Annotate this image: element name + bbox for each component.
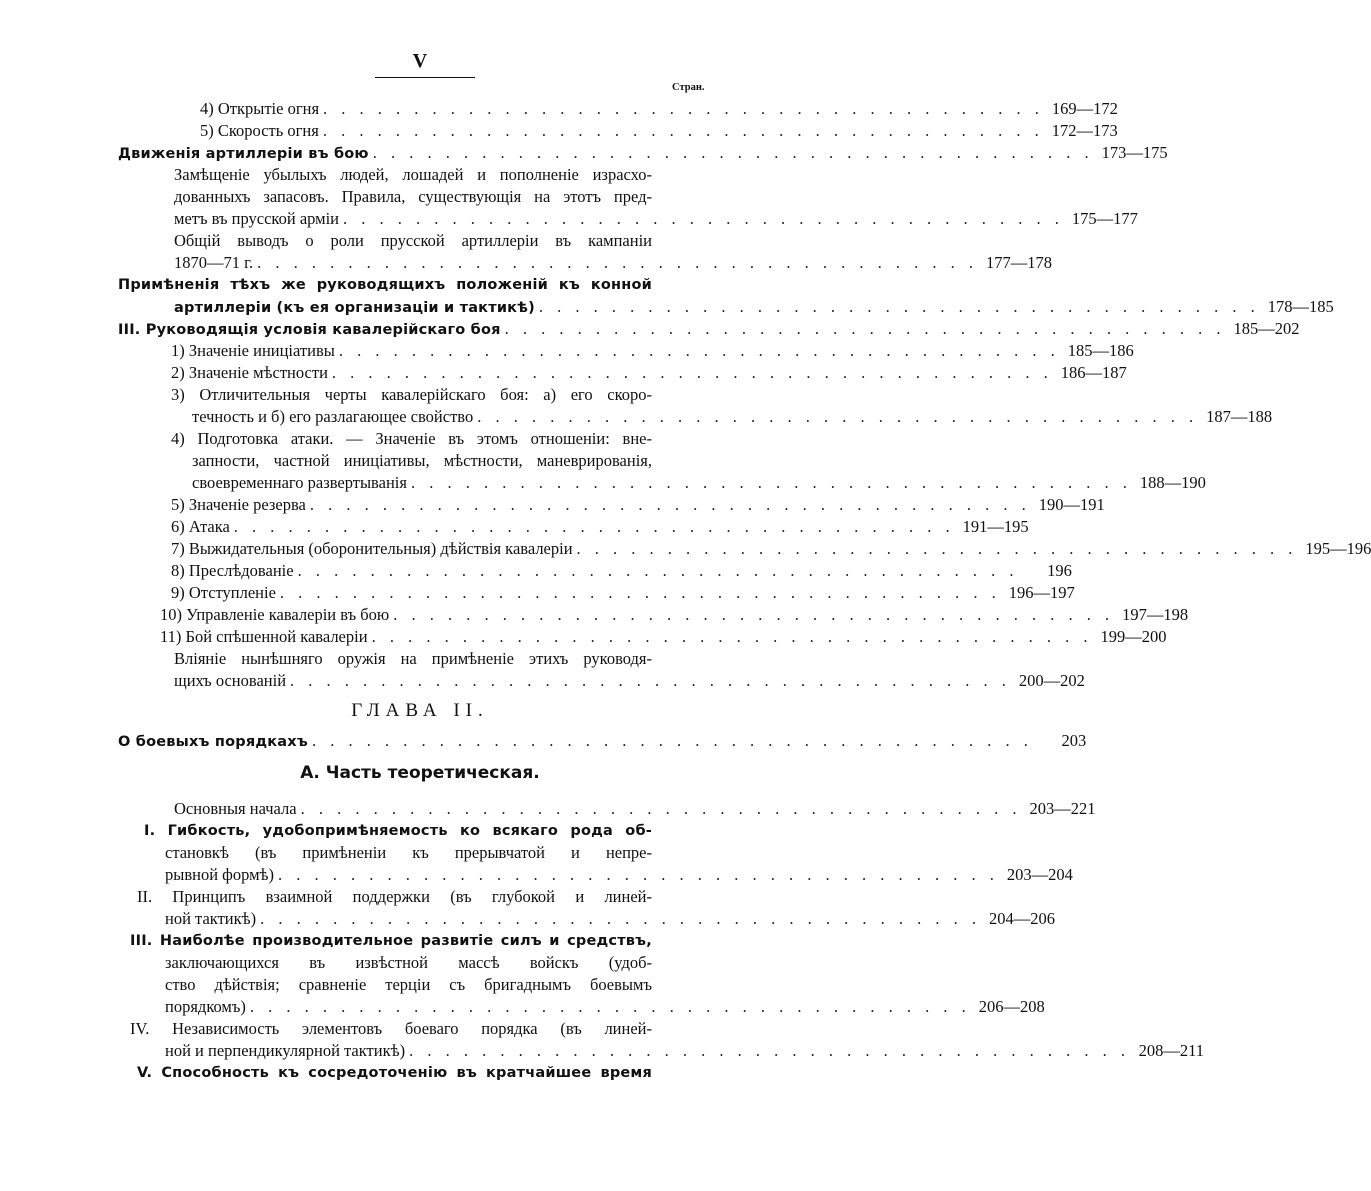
chapter-heading: ГЛАВА II.	[351, 700, 489, 721]
leader-dots: . . . . . . . . . . . . . . . . . . . . . . . . . . . . . . . . . . . . . . . .	[233, 517, 955, 536]
leader-dots: . . . . . . . . . . . . . . . . . . . . . . . . . . . . . . . . . . . . . . . .	[257, 253, 979, 272]
entry-pages: 187—188	[1206, 407, 1273, 426]
entry-line: 3) Отличительныя черты кавалерійскаго боя: а) его скоро-	[171, 385, 652, 404]
toc-entry	[165, 996, 1045, 1018]
entry-pages: 200—202	[1018, 671, 1085, 690]
entry-line: III. Наиболѣе производительное развитіе силъ и средствъ,	[130, 933, 652, 949]
leader-dots: . . . . . . . . . . . . . . . . . . . . . . . . . . . . . . . . . . . . . . . .	[290, 671, 1011, 690]
entry-title: 1870—71 г.	[174, 253, 254, 272]
entry-title: своевременнаго развертыванія	[192, 473, 407, 492]
toc-entry	[118, 318, 1300, 340]
entry-pages: 178—185	[1267, 297, 1334, 316]
leader-dots: . . . . . . . . . . . . . . . . . . . . . . . . . . . . . . . . . . . . . . . .	[576, 539, 1298, 558]
entry-pages: 203	[1061, 731, 1087, 750]
toc-entry	[165, 908, 1055, 930]
header-rule	[375, 77, 475, 78]
leader-dots: . . . . . . . . . . . . . . . . . . . . . . . . . . . . . . . . . . . . . . . .	[311, 731, 1033, 750]
entry-pages: 195—196	[1305, 539, 1371, 558]
toc-entry	[118, 142, 1168, 164]
entry-title: порядкомъ)	[165, 997, 246, 1016]
entry-title: 8) Преслѣдованіе	[171, 561, 294, 580]
entry-line: становкѣ (въ примѣненіи къ прерывчатой и непре-	[165, 843, 652, 862]
leader-dots: . . . . . . . . . . . . . . . . . . . . . . . . . . . . . . . . . . . . . . . .	[343, 209, 1064, 228]
entry-pages: 185—202	[1233, 319, 1300, 338]
entry-pages: 190—191	[1038, 495, 1105, 514]
entry-pages: 173—175	[1101, 143, 1168, 162]
entry-title: 6) Атака	[171, 517, 230, 536]
entry-title: Основныя начала	[174, 799, 297, 818]
toc-entry	[171, 340, 1134, 362]
entry-pages: 191—195	[962, 517, 1029, 536]
entry-line: I. Гибкость, удобопримѣняемость ко всякаго рода об-	[144, 823, 652, 839]
entry-title: 4) Открытіе огня	[200, 99, 320, 118]
entry-title: 10) Управленіе кавалеріи въ бою	[160, 605, 390, 624]
toc-entry	[171, 494, 1105, 516]
leader-dots: . . . . . . . . . . . . . . . . . . . . . . . . . . . . . . . . . . . . . . . .	[323, 99, 1044, 118]
leader-dots: . . . . . . . . . . . . . . . . . . . . . . . . . . . . . . . . . . . . . . . .	[331, 363, 1053, 382]
entry-line: ство дѣйствія; сравненіе терціи съ бригаднымъ боевымъ	[165, 975, 652, 994]
entry-title: 9) Отступленіе	[171, 583, 276, 602]
leader-dots: . . . . . . . . . . . . . . . . . . . . . . . . . . . . . . . . . . . . . . . .	[322, 121, 1044, 140]
leader-dots: . . . . . . . . . . . . . . . . . . . . . . . . . . . . . . . . . . . . . . . .	[504, 319, 1226, 338]
entry-pages: 186—187	[1060, 363, 1127, 382]
leader-dots: . . . . . . . . . . . . . . . . . . . . . . . . . . . . . . . . . . . . . . . .	[393, 605, 1115, 624]
toc-entry	[192, 472, 1206, 494]
entry-title: артиллеріи (къ ея организаціи и тактикѣ)	[174, 300, 535, 316]
entry-pages: 197—198	[1122, 605, 1189, 624]
toc-entry	[171, 560, 1072, 582]
entry-title: ной и перпендикулярной тактикѣ)	[165, 1041, 406, 1060]
entry-line: запности, частной иниціативы, мѣстности, маневрированія,	[192, 451, 652, 470]
entry-title: III. Руководящія условія кавалерійскаго боя	[118, 322, 501, 338]
leader-dots: . . . . . . . . . . . . . . . . . . . . . . . . . . . . . . . . . . . . . . . .	[409, 1041, 1130, 1060]
entry-pages: 177—178	[986, 253, 1053, 272]
toc-entry	[171, 538, 1371, 560]
entry-line: II. Принципъ взаимной поддержки (въ глубокой и линей-	[137, 887, 652, 906]
leader-dots: . . . . . . . . . . . . . . . . . . . . . . . . . . . . . . . . . . . . . . . .	[300, 799, 1022, 818]
entry-line: заключающихся въ извѣстной массѣ войскъ (удоб-	[165, 953, 652, 972]
entry-line: Вліяніе нынѣшняго оружія на примѣненіе этихъ руководя-	[174, 649, 652, 668]
entry-pages: 203—221	[1029, 799, 1096, 818]
leader-dots: . . . . . . . . . . . . . . . . . . . . . . . . . . . . . . . . . . . . . . . .	[278, 865, 999, 884]
entry-pages: 206—208	[978, 997, 1045, 1016]
toc-entry	[174, 670, 1085, 692]
entry-pages: 203—204	[1006, 865, 1073, 884]
entry-line: 4) Подготовка атаки. — Значеніе въ этомъ отношеніи: вне-	[171, 429, 652, 448]
toc-entry	[174, 252, 1053, 274]
entry-pages: 196—197	[1008, 583, 1075, 602]
leader-dots: . . . . . . . . . . . . . . . . . . . . . . . . . . . . . . . . . . . . . . . .	[260, 909, 981, 928]
toc-entry	[160, 626, 1167, 648]
toc-entry	[174, 798, 1096, 820]
leader-dots: . . . . . . . . . . . . . . . . . . . . . . . . . . . . . . . . . . . . . . . .	[249, 997, 971, 1016]
pages-column-label: Стран.	[672, 82, 705, 93]
entry-title: 11) Бой спѣшенной кавалеріи	[160, 627, 368, 646]
entry-title: 7) Выжидательныя (оборонительныя) дѣйствія кавалеріи	[171, 539, 573, 558]
entry-line: V. Способность къ сосредоточенію въ кратчайшее время	[137, 1065, 652, 1081]
entry-pages: 204—206	[988, 909, 1055, 928]
entry-pages: 199—200	[1100, 627, 1167, 646]
entry-title: щихъ основаній	[174, 671, 287, 690]
leader-dots: . . . . . . . . . . . . . . . . . . . . . . . . . . . . . . . . . . . . . . . .	[279, 583, 1001, 602]
entry-pages: 196	[1047, 561, 1072, 580]
leader-dots: . . . . . . . . . . . . . . . . . . . . . . . . . . . . . . . . . . . . . . . .	[371, 627, 1093, 646]
entry-title: 5) Значеніе резерва	[171, 495, 306, 514]
toc-entry	[171, 582, 1075, 604]
entry-line: IV. Независимость элементовъ боеваго порядка (въ линей-	[130, 1019, 652, 1038]
toc-entry	[165, 1040, 1204, 1062]
entry-title: 1) Значеніе иниціативы	[171, 341, 335, 360]
page-numeral: V	[412, 50, 428, 72]
entry-title: О боевыхъ порядкахъ	[118, 734, 308, 750]
toc-entry	[192, 406, 1273, 428]
toc-entry	[174, 296, 1334, 318]
toc-entry	[118, 730, 1087, 752]
leader-dots: . . . . . . . . . . . . . . . . . . . . . . . . . . . . . . . . . . . . . . . .	[309, 495, 1031, 514]
leader-dots: . . . . . . . . . . . . . . . . . . . . . . . . . . . . . . . . . . . . . . . .	[297, 561, 1019, 580]
leader-dots: . . . . . . . . . . . . . . . . . . . . . . . . . . . . . . . . . . . . . . . .	[410, 473, 1132, 492]
leader-dots: . . . . . . . . . . . . . . . . . . . . . . . . . . . . . . . . . . . . . . . .	[477, 407, 1199, 426]
entry-line: дованныхъ запасовъ. Правила, существующія на этотъ пред-	[174, 187, 652, 206]
toc-entry	[200, 98, 1118, 120]
toc-entry	[171, 362, 1127, 384]
entry-pages: 185—186	[1067, 341, 1134, 360]
entry-pages: 188—190	[1139, 473, 1206, 492]
entry-title: ной тактикѣ)	[165, 909, 257, 928]
entry-pages: 169—172	[1051, 99, 1118, 118]
entry-line: Замѣщеніе убылыхъ людей, лошадей и пополненіе израсхо-	[174, 165, 652, 184]
toc-entry	[165, 864, 1073, 886]
toc-entry	[200, 120, 1118, 142]
toc-entry	[174, 208, 1138, 230]
entry-line: Примѣненія тѣхъ же руководящихъ положеній къ конной	[118, 277, 652, 293]
leader-dots: . . . . . . . . . . . . . . . . . . . . . . . . . . . . . . . . . . . . . . . .	[538, 297, 1260, 316]
entry-pages: 172—173	[1051, 121, 1118, 140]
entry-title: Движенія артиллеріи въ бою	[118, 146, 369, 162]
entry-pages: 175—177	[1071, 209, 1138, 228]
part-heading: А. Часть теоретическая.	[300, 763, 540, 783]
entry-title: рывной формѣ)	[165, 865, 274, 884]
leader-dots: . . . . . . . . . . . . . . . . . . . . . . . . . . . . . . . . . . . . . . . .	[372, 143, 1094, 162]
leader-dots: . . . . . . . . . . . . . . . . . . . . . . . . . . . . . . . . . . . . . . . .	[338, 341, 1060, 360]
toc-entry	[160, 604, 1189, 626]
entry-title: 5) Скорость огня	[200, 121, 319, 140]
entry-line: Общій выводъ о роли прусской артиллеріи въ кампаніи	[174, 231, 652, 250]
entry-title: метъ въ прусской арміи	[174, 209, 339, 228]
entry-title: течность и б) его разлагающее свойство	[192, 407, 474, 426]
entry-title: 2) Значеніе мѣстности	[171, 363, 328, 382]
entry-pages: 208—211	[1138, 1041, 1204, 1060]
toc-entry	[171, 516, 1029, 538]
